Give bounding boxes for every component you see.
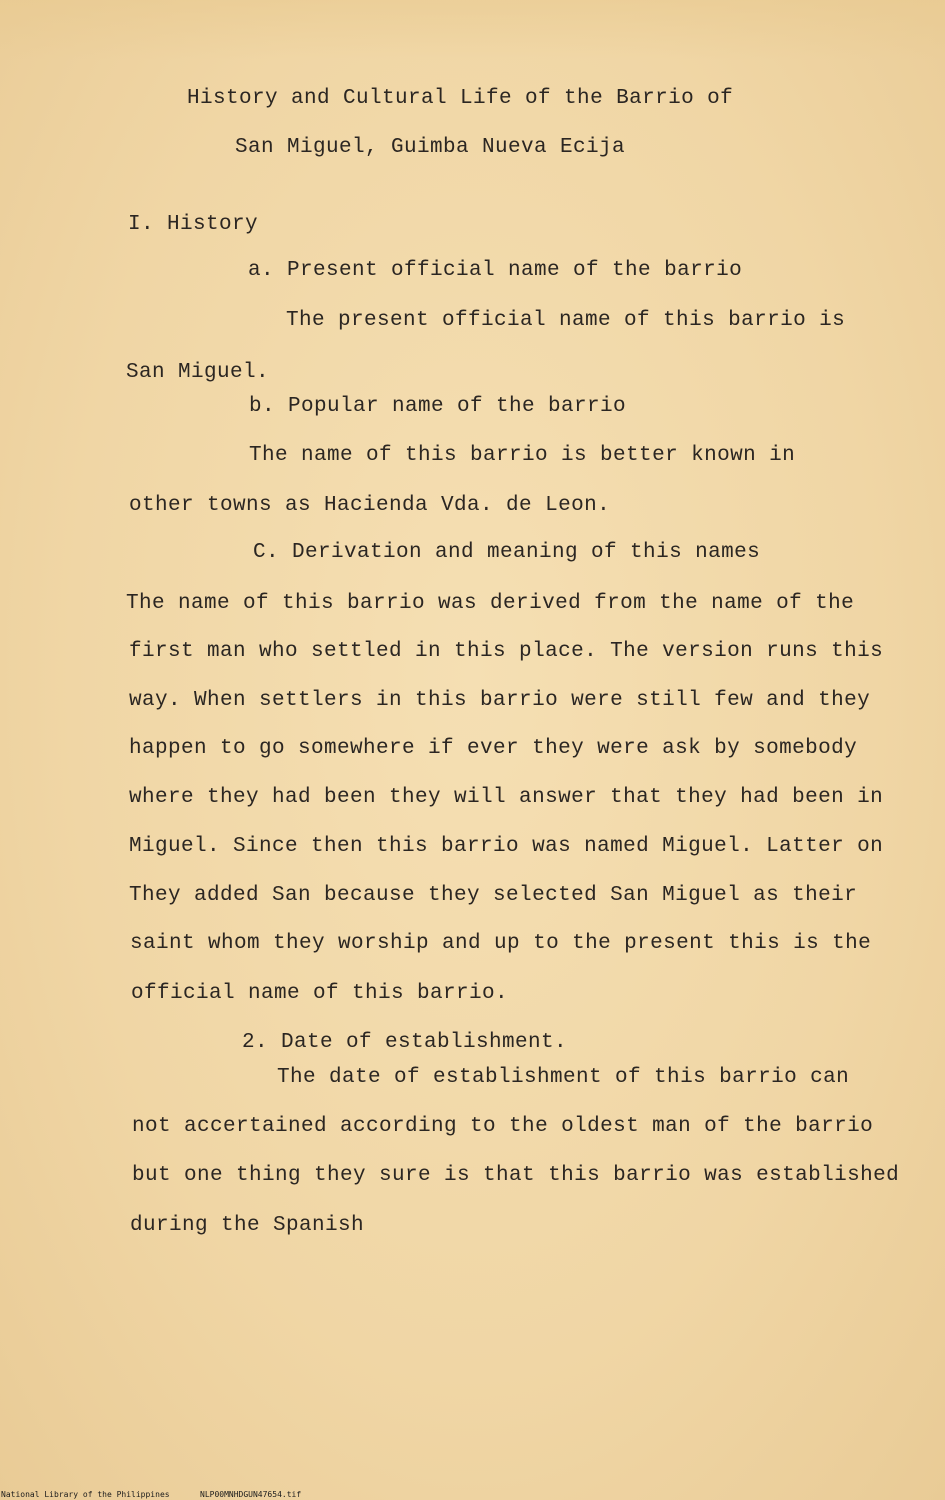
derivation-line: where they had been they will answer that they had been in: [129, 786, 884, 809]
official-name-text-2: San Miguel.: [126, 361, 270, 384]
derivation-line: first man who settled in this place. The version runs this: [129, 640, 884, 663]
popular-name-text-2: other towns as Hacienda Vda. de Leon.: [129, 494, 611, 517]
popular-name-text-1: The name of this barrio is better known in: [249, 444, 796, 467]
derivation-line: saint whom they worship and up to the present this is the: [130, 932, 872, 955]
title-line-2: San Miguel, Guimba Nueva Ecija: [235, 136, 626, 159]
derivation-line: way. When settlers in this barrio were still few and they: [129, 689, 871, 712]
footer-filename: NLP00MNHDGUN47654.tif: [200, 1490, 302, 1499]
section-heading-history: I. History: [128, 213, 259, 236]
derivation-line: They added San because they selected San Miguel as their: [129, 884, 858, 907]
establishment-line: during the Spanish: [130, 1214, 365, 1237]
derivation-line: happen to go somewhere if ever they were ask by somebody: [129, 737, 858, 760]
footer-library-label: National Library of the Philippines: [1, 1490, 170, 1499]
subheading-derivation: C. Derivation and meaning of this names: [253, 541, 761, 564]
subheading-popular-name: b. Popular name of the barrio: [249, 395, 627, 418]
derivation-line: official name of this barrio.: [131, 982, 509, 1005]
subheading-date-established: 2. Date of establishment.: [242, 1031, 568, 1054]
establishment-line: not accertained according to the oldest man of the barrio: [132, 1115, 874, 1138]
derivation-line: The name of this barrio was derived from the name of the: [126, 592, 855, 615]
establishment-line: The date of establishment of this barrio can: [277, 1066, 850, 1089]
establishment-line: but one thing they sure is that this barrio was established: [132, 1164, 900, 1187]
official-name-text-1: The present official name of this barrio is: [286, 309, 846, 332]
derivation-line: Miguel. Since then this barrio was named Miguel. Latter on: [129, 835, 884, 858]
subheading-official-name: a. Present official name of the barrio: [248, 259, 743, 282]
title-line-1: History and Cultural Life of the Barrio of: [187, 87, 734, 110]
